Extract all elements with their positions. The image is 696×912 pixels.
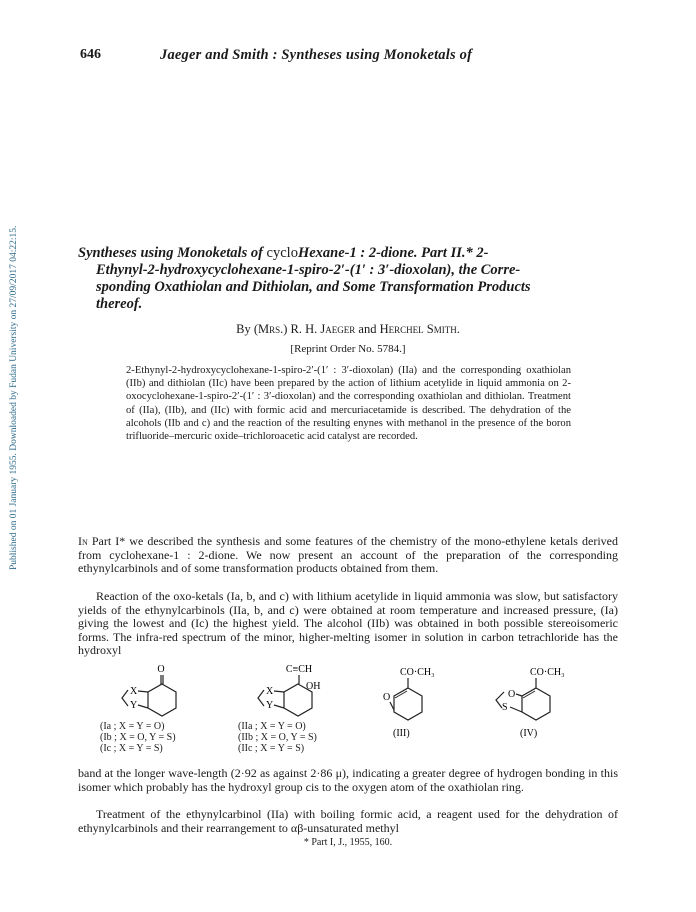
structure-II-ethynyl: C≡CH	[285, 664, 313, 675]
article-title	[78, 245, 618, 313]
structure-I-oxo: O	[157, 664, 165, 675]
footnote: * Part I, J., 1955, 160.	[303, 837, 393, 848]
structure-IV-caption: (IV)	[520, 728, 538, 739]
title-line-1: Syntheses using Monoketals of cycloHexane-1 : 2-dione. Part II.* 2-	[78, 245, 489, 261]
abstract: 2-Ethynyl-2-hydroxycyclohexane-1-spiro-2′-(1′ : 3′-dioxolan) (IIa) and the corresponding oxathiolan (IIb) and dithiolan (IIc) have been prepared by the action of lithium acetylide in liquid ammonia on 2-oxocyclohexane-1-spiro-2′-(1′ : 3′-dioxolan) and the corresponding oxathiolan and dithiolan. Treatment of (IIa), (IIb), and (IIc) with formic acid and mercuriacetamide is described. The dehydration of the alcohols (IIb and c) and the reaction of the resulting enynes with methanol in the presence of the boron trifluoride–mercuric oxide–trichloroacetic acid catalyst are recorded.	[126, 365, 571, 443]
structure-IV-sulfur: S	[502, 702, 508, 713]
structure-III-caption: (III)	[393, 728, 410, 739]
caption-Ic: (Ic ; X = Y = S)	[100, 743, 163, 754]
paragraph-intro: In Part I* we described the synthesis and some features of the chemistry of the mono-ethylene ketals derived from cyclohexane-1 : 2-dione. We now present an account of the preparation of the corresponding ethynylcarbinols and of some transformation products obtained from them.	[78, 534, 618, 576]
caption-Ib: (Ib ; X = O, Y = S)	[100, 732, 176, 743]
caption-IIb: (IIb ; X = O, Y = S)	[238, 732, 317, 743]
structure-II	[258, 664, 320, 716]
paragraph-reaction: Reaction of the oxo-ketals (Ia, b, and c) with lithium acetylide in liquid ammonia was slow, but satisfactory yields of the ethynylcarbinols (IIa, b, and c) were obtained at room temperature and increased pressure, (Ia) giving the lowest and (Ic) the highest yield. The alcohol (IIb) was obtained in both possible stereoisomeric forms. The infra-red spectrum of the minor, higher-melting isomer in solution in carbon tetrachloride has the hydroxyl	[78, 589, 618, 658]
author-smith: Herchel Smith	[379, 322, 457, 336]
structure-I-y: Y	[130, 700, 138, 711]
structure-IV-oxygen: O	[508, 689, 516, 700]
download-watermark	[9, 150, 21, 570]
author-jaeger: Jaeger	[320, 322, 356, 336]
title-line-4: thereof.	[96, 296, 143, 312]
structure-II-y: Y	[266, 700, 274, 711]
caption-IIa: (IIa ; X = Y = O)	[238, 721, 306, 732]
caption-Ia: (Ia ; X = Y = O)	[100, 721, 165, 732]
paragraph-infrared: band at the longer wave-length (2·92 as against 2·86 μ), indicating a greater degree of hydrogen bonding in this isomer which probably has the hydroxyl group cis to the oxygen atom of the oxathiolan ring.	[78, 766, 618, 794]
title-line-2: Ethynyl-2-hydroxycyclohexane-1-spiro-2′-(1′ : 3′-dioxolan), the Corre-	[96, 262, 521, 278]
title-line-3: sponding Oxathiolan and Dithiolan, and Some Transformation Products	[96, 279, 531, 295]
byline: By (Mrs.) R. H. Jaeger and Herchel Smith.	[236, 322, 460, 336]
structure-II-captions	[238, 721, 317, 754]
structure-III	[383, 667, 435, 739]
structure-III-oxygen: O	[383, 692, 391, 703]
caption-IIc: (IIc ; X = Y = S)	[238, 743, 305, 754]
reprint-order: [Reprint Order No. 5784.]	[290, 343, 406, 355]
paragraph-treatment: Treatment of the ethynylcarbinol (IIa) with boiling formic acid, a reagent used for the dehydration of ethynylcarbinols and their rearrangement to αβ-unsaturated methyl	[78, 807, 618, 835]
structure-II-oh: OH	[306, 681, 321, 692]
structure-I-x: X	[130, 686, 138, 697]
running-title: Jaeger and Smith : Syntheses using Monoketals of	[160, 47, 473, 63]
structure-I	[122, 664, 176, 716]
page-number: 646	[80, 47, 101, 62]
structure-I-captions	[100, 721, 176, 754]
structure-III-acetyl: CO·CH₃	[400, 667, 435, 678]
structure-IV-acetyl: CO·CH₃	[530, 667, 565, 678]
watermark-text: Published on 01 January 1955. Downloaded by Fudan University on 27/09/2017 04:22:15.	[9, 225, 19, 570]
structure-IV	[496, 667, 565, 739]
structure-II-x: X	[266, 686, 274, 697]
